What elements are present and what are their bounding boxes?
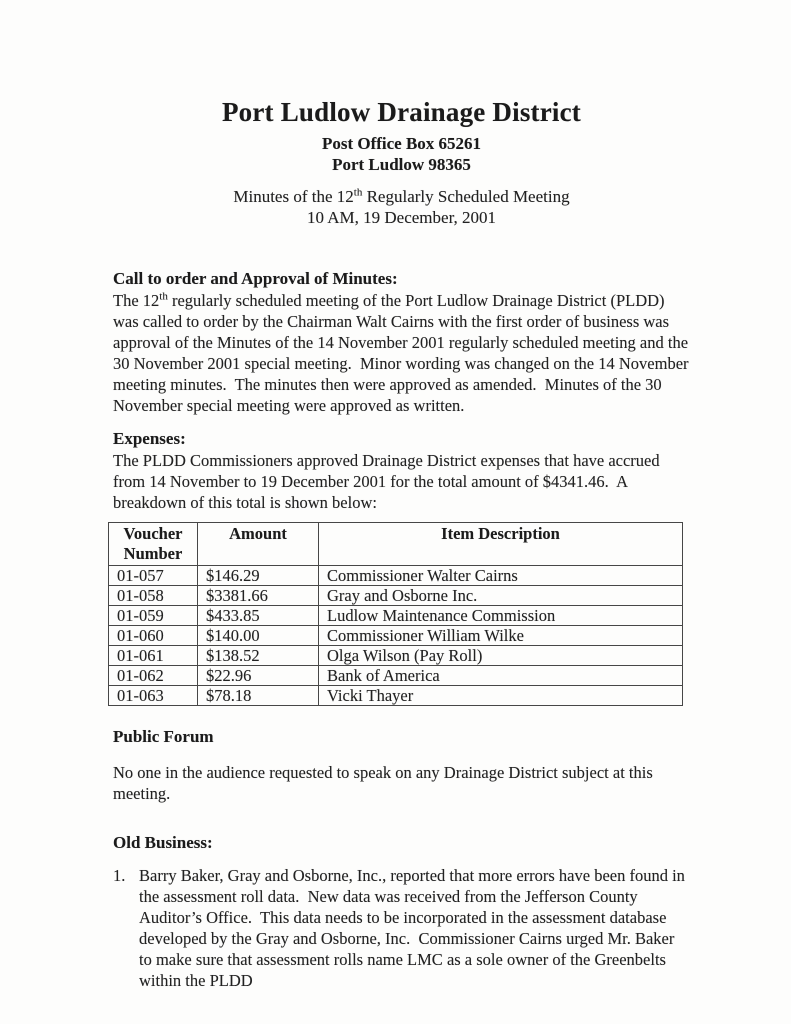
meeting-title-line xyxy=(113,186,690,207)
expenses-heading: Expenses: xyxy=(113,429,186,448)
voucher-cell: 01-058 xyxy=(109,586,198,606)
voucher-cell: 01-062 xyxy=(109,666,198,686)
expenses-table xyxy=(108,522,683,706)
document-header xyxy=(113,0,690,228)
meeting-title-suffix: Regularly Scheduled Meeting xyxy=(362,187,570,206)
description-cell: Gray and Osborne Inc. xyxy=(319,586,683,606)
call-to-order-heading: Call to order and Approval of Minutes: xyxy=(113,269,398,288)
table-row xyxy=(109,686,683,706)
description-cell: Vicki Thayer xyxy=(319,686,683,706)
public-forum-paragraph: No one in the audience requested to speak on any Drainage District subject at this meeting. xyxy=(113,763,657,803)
section-expenses xyxy=(113,429,690,706)
meeting-info-block xyxy=(113,186,690,228)
table-row xyxy=(109,666,683,686)
meeting-datetime-line: 10 AM, 19 December, 2001 xyxy=(306,208,497,227)
call-paragraph-body: regularly scheduled meeting of the Port Ludlow Drainage District (PLDD) was called to order by the Chairman Walt Cairns with the first order of business was approval of the Minutes of the 14 November 2001 regularly scheduled meeting and the 30 November 2001 special meeting. Minor wording was changed on the 14 November meeting minutes. The minutes then were approved as amended. Minutes of the 30 November special meeting were approved as written. xyxy=(113,291,693,415)
description-cell: Commissioner Walter Cairns xyxy=(319,566,683,586)
item-description-header: Item Description xyxy=(319,523,683,566)
amount-cell: $140.00 xyxy=(198,626,319,646)
voucher-number-header: Voucher Number xyxy=(109,523,198,566)
list-item-number: 1. xyxy=(113,866,126,885)
old-business-heading: Old Business: xyxy=(113,833,213,852)
amount-cell: $433.85 xyxy=(198,606,319,626)
call-to-order-paragraph xyxy=(113,290,693,416)
description-cell: Bank of America xyxy=(319,666,683,686)
expenses-table-body xyxy=(109,566,683,706)
public-forum-heading: Public Forum xyxy=(113,727,214,746)
table-row xyxy=(109,626,683,646)
description-cell: Ludlow Maintenance Commission xyxy=(319,606,683,626)
table-header-row xyxy=(109,523,683,566)
voucher-cell: 01-059 xyxy=(109,606,198,626)
section-call-to-order xyxy=(113,269,693,416)
voucher-cell: 01-060 xyxy=(109,626,198,646)
document-title: Port Ludlow Drainage District xyxy=(221,97,581,127)
meeting-title-prefix: Minutes of the 12 xyxy=(233,187,354,206)
list-item-text: Barry Baker, Gray and Osborne, Inc., reported that more errors have been found in the assessment roll data. New data was received from the Jefferson County Auditor’s Office. This data needs to be incorporated in the assessment database developed by the Gray and Osborne, Inc. Commissioner Cairns urged Mr. Baker to make sure that assessment rolls name LMC as a sole owner of the Greenbelts within the PLDD xyxy=(139,866,690,990)
section-old-business xyxy=(113,833,690,991)
ordinal-superscript: th xyxy=(353,186,363,199)
description-cell: Olga Wilson (Pay Roll) xyxy=(319,646,683,666)
amount-cell: $138.52 xyxy=(198,646,319,666)
amount-cell: $3381.66 xyxy=(198,586,319,606)
amount-cell: $146.29 xyxy=(198,566,319,586)
po-box-line: Post Office Box 65261 xyxy=(321,134,482,153)
call-paragraph-prefix: The 12 xyxy=(113,291,160,310)
expenses-table-header xyxy=(109,523,683,566)
table-row xyxy=(109,566,683,586)
city-zip-line: Port Ludlow 98365 xyxy=(332,155,471,174)
amount-header: Amount xyxy=(198,523,319,566)
voucher-cell: 01-057 xyxy=(109,566,198,586)
table-row xyxy=(109,646,683,666)
old-business-item xyxy=(113,865,690,991)
amount-cell: $78.18 xyxy=(198,686,319,706)
table-row xyxy=(109,606,683,626)
description-cell: Commissioner William Wilke xyxy=(319,626,683,646)
expenses-paragraph: The PLDD Commissioners approved Drainage District expenses that have accrued from 14 November to 19 December 2001 for the total amount of $4341.46. A breakdown of this total is shown below: xyxy=(113,451,664,512)
ordinal-superscript: th xyxy=(159,290,168,303)
voucher-cell: 01-063 xyxy=(109,686,198,706)
table-row xyxy=(109,586,683,606)
amount-cell: $22.96 xyxy=(198,666,319,686)
voucher-cell: 01-061 xyxy=(109,646,198,666)
section-public-forum xyxy=(113,727,690,804)
